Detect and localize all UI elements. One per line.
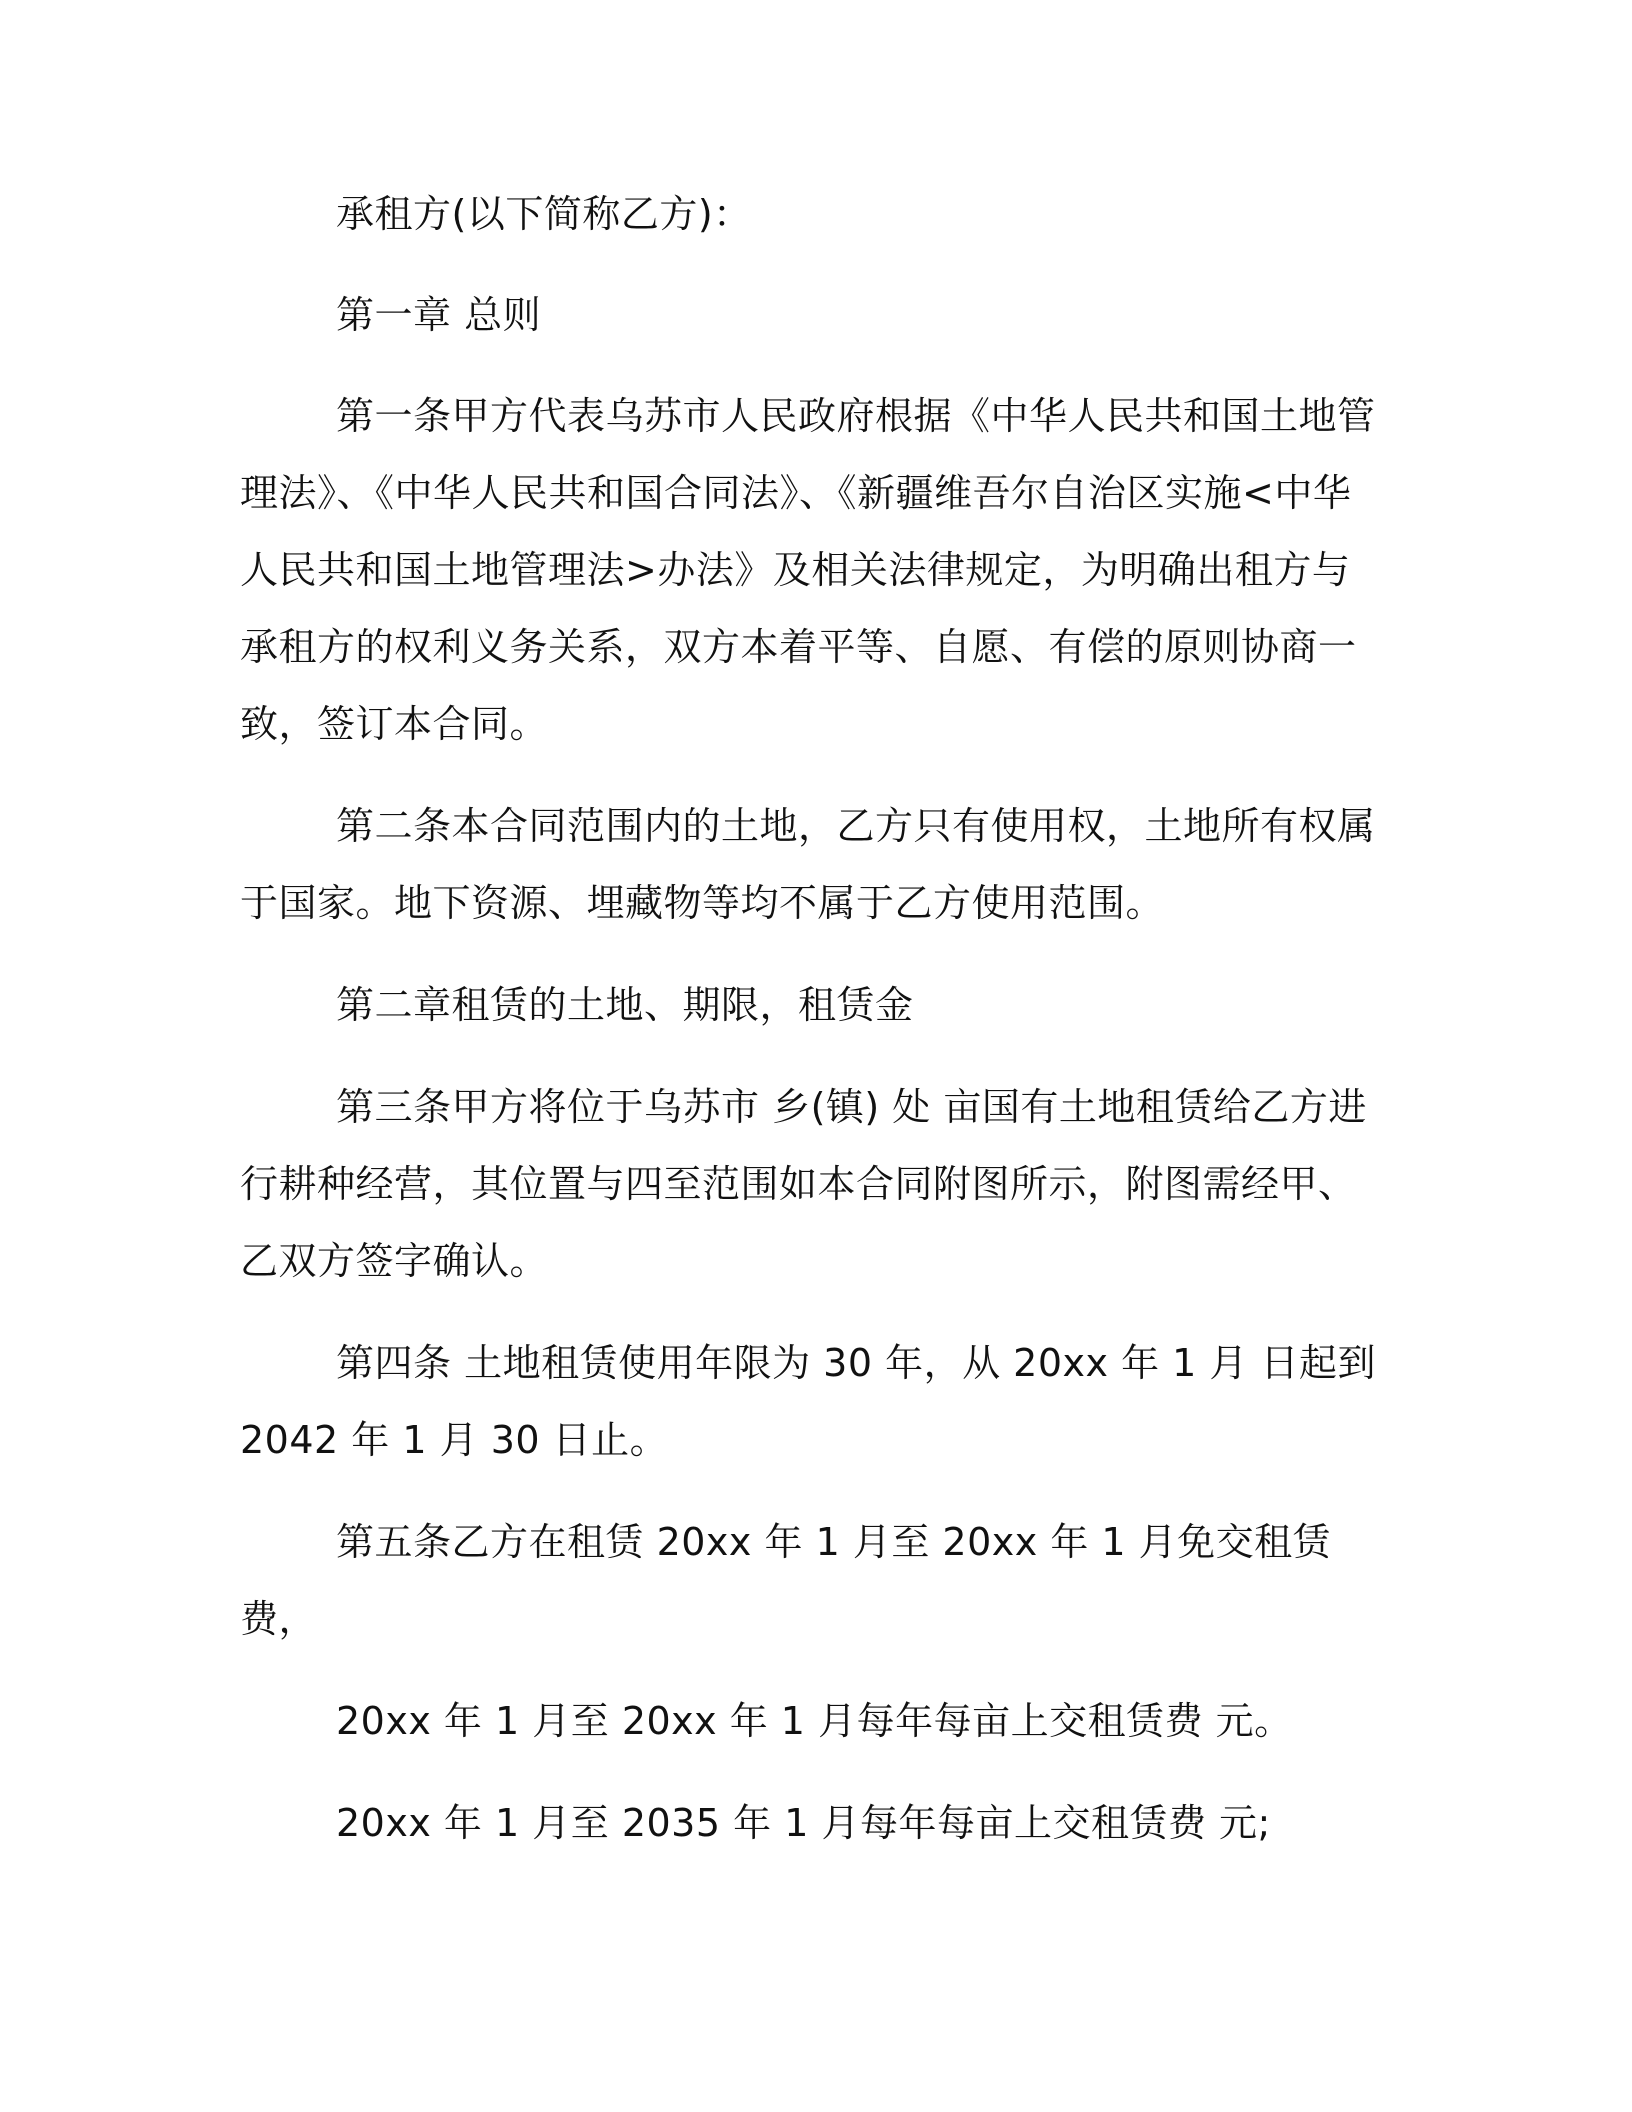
article-4: 第四条 土地租赁使用年限为 30 年，从 20xx 年 1 月 日起到 2042 年 1 月 30 日止。 xyxy=(240,1341,1376,1462)
article-3: 第三条甲方将位于乌苏市 乡(镇) 处 亩国有土地租赁给乙方进行耕种经营，其位置与四至范围如本合同附图所示，附图需经甲、乙双方签字确认。 xyxy=(240,1085,1367,1283)
chapter-1-heading: 第一章 总则 xyxy=(336,293,542,337)
rent-period-3: 20xx 年 1 月至 2035 年 1 月每年每亩上交租赁费 元; xyxy=(336,1801,1271,1845)
rent-period-2: 20xx 年 1 月至 20xx 年 1 月每年每亩上交租赁费 元。 xyxy=(336,1699,1293,1743)
document-body xyxy=(240,176,1380,1862)
article-1: 第一条甲方代表乌苏市人民政府根据《中华人民共和国土地管理法》、《中华人民共和国合同法》、《新疆维吾尔自治区实施<中华人民共和国土地管理法>办法》及相关法律规定，为明确出租方与承租方的权利义务关系，双方本着平等、自愿、有偿的原则协商一致，签订本合同。 xyxy=(240,394,1376,746)
article-5: 第五条乙方在租赁 20xx 年 1 月至 20xx 年 1 月免交租赁费， xyxy=(240,1520,1332,1641)
lessee-line: 承租方(以下简称乙方)： xyxy=(336,192,752,236)
chapter-2-heading: 第二章租赁的土地、期限，租赁金 xyxy=(336,983,914,1027)
article-2: 第二条本合同范围内的土地，乙方只有使用权，土地所有权属于国家。地下资源、埋藏物等均不属于乙方使用范围。 xyxy=(240,804,1376,925)
